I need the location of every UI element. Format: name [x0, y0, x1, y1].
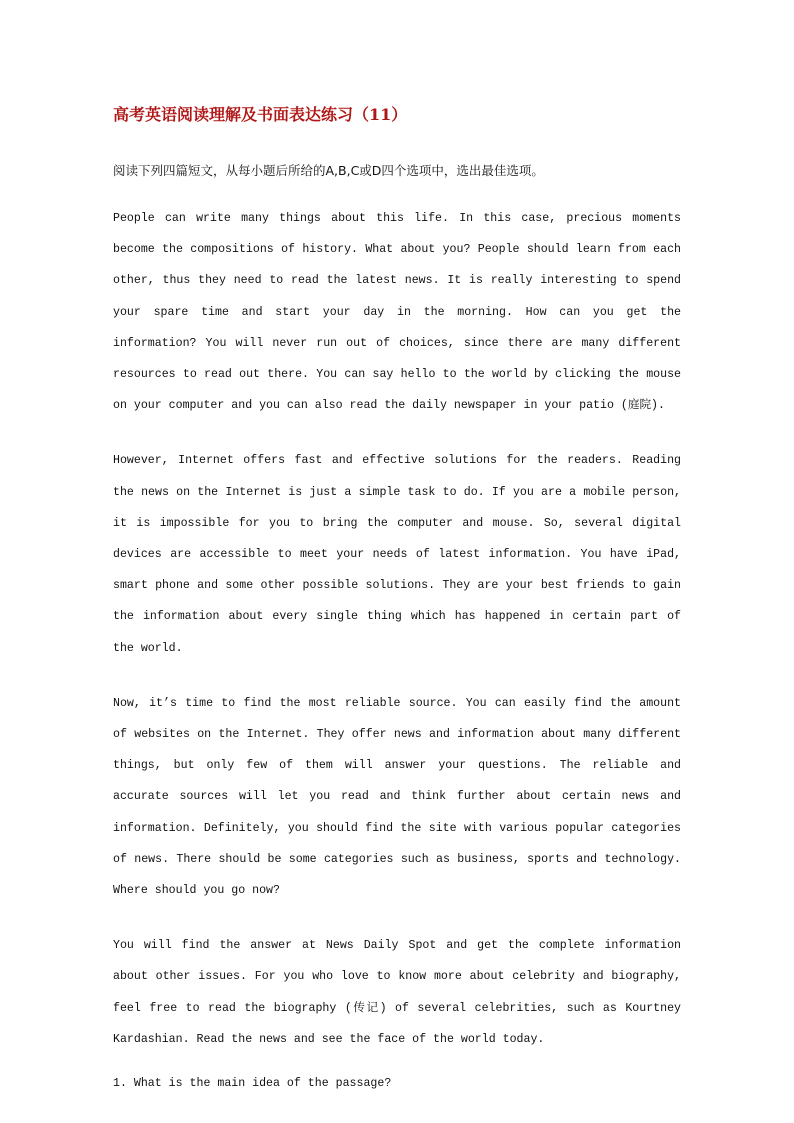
reading-instruction: 阅读下列四篇短文，从每小题后所给的A,B,C或D四个选项中，选出最佳选项。 — [113, 163, 544, 178]
passage-paragraph-2: However, Internet offers fast and effective solutions for the readers. Reading the news on the Internet is just a simple task to do. If you are a mobile person, it is impossible for you to bring the computer and mouse. So, several digital devices are accessible to meet your needs of latest information. You have iPad, smart phone and some other possible solutions. They are your best friends to gain the information about every single thing which has happened in certain part of the world. — [113, 454, 681, 655]
question-1: 1. What is the main idea of the passage? — [113, 1077, 392, 1091]
document-page — [113, 104, 681, 1093]
passage-paragraph-3: Now, it’s time to find the most reliable source. You can easily find the amount of websites on the Internet. They offer news and information about many different things, but only few of them will answer your questions. The reliable and accurate sources will let you read and think further about certain news and information. Definitely, you should find the site with various popular categories of news. There should be some categories such as business, sports and technology. Where should you go now? — [113, 696, 681, 898]
passage-paragraph-4: You will find the answer at News Daily Spot and get the complete information about other issues. For you who love to know more about celebrity and biography, feel free to read the biography (传记) of several celebrities, such as Kourtney Kardashian. Read the news and see the face of the world today. — [113, 939, 681, 1046]
passage-paragraph-1: People can write many things about this life. In this case, precious moments become the compositions of history. What about you? People should learn from each other, thus they need to read the latest news. It is really interesting to spend your spare time and start your day in the morning. How can you get the information? You will never run out of choices, since there are many different resources to read out there. You can say hello to the world by clicking the mouse on your computer and you can also read the daily newspaper in your patio (庭院). — [113, 212, 681, 413]
document-title: 高考英语阅读理解及书面表达练习（11） — [113, 105, 408, 124]
